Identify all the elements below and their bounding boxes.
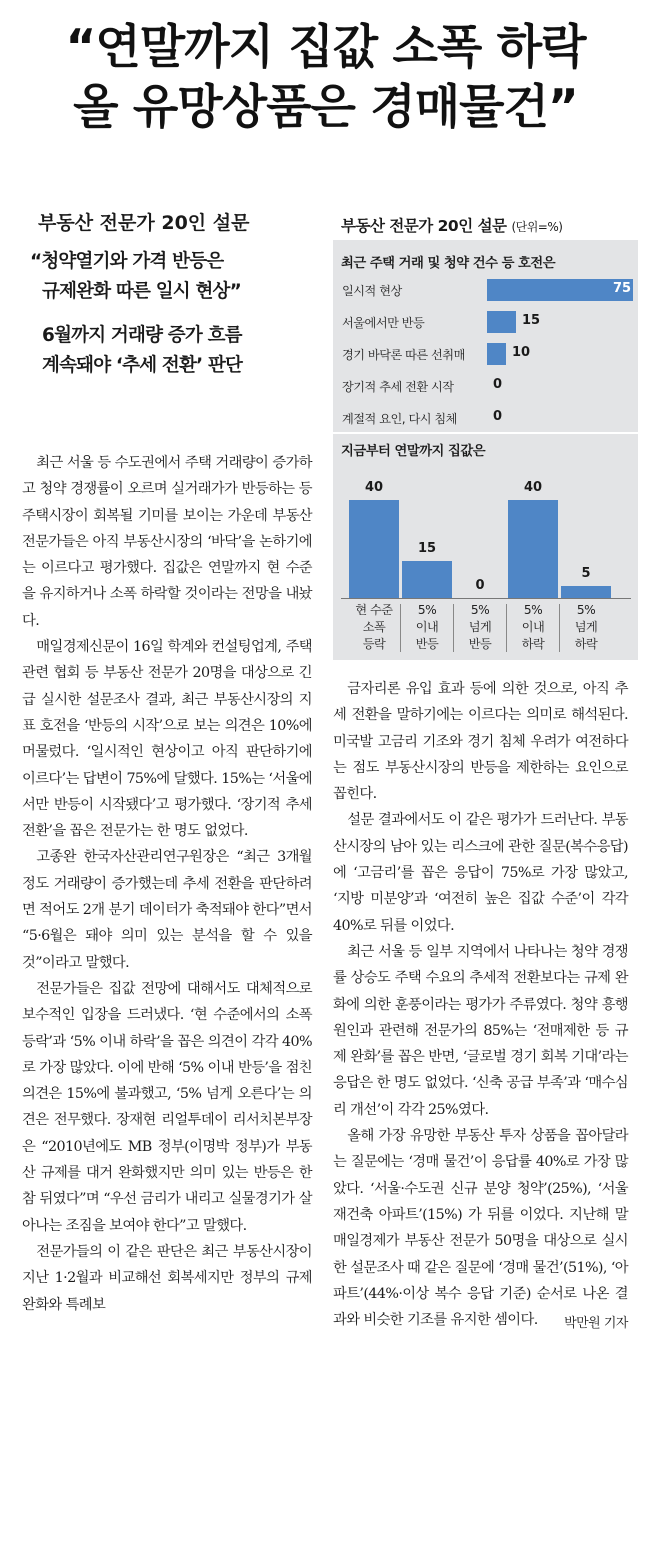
infographic-title: 부동산 전문가 20인 설문 (단위=%) xyxy=(341,217,563,235)
bar-value: 5 xyxy=(581,566,591,581)
byline: 박만원 기자 xyxy=(564,1316,628,1332)
category-label-line: 5% xyxy=(417,603,437,617)
bar-row xyxy=(333,308,638,336)
bar-label: 장기적 추세 전환 시작 xyxy=(342,380,454,394)
kicker: 부동산 전문가 20인 설문 xyxy=(38,212,250,234)
infographic xyxy=(333,212,638,660)
bar-label: 계절적 요인, 다시 침체 xyxy=(342,412,457,426)
paragraph: 최근 서울 등 수도권에서 주택 거래량이 증가하고 청약 경쟁률이 오르며 실거래가가 반등하는 등 주택시장이 회복될 기미를 보이는 가운데 부동산 전문가들은 아직 부동산시장의 ‘바닥’을 논하기에는 이르다고 평가했다. 집값은 연말까지 현 수준을 유지하거나 소폭 하락할 것이라는 전망을 내놨다. xyxy=(22,455,312,629)
bar-value: 0 xyxy=(493,409,503,424)
bar-value: 15 xyxy=(417,541,437,556)
headline-line-1: “연말까지 집값 소폭 하락 xyxy=(65,20,586,75)
category-label-line: 소폭 xyxy=(362,620,386,634)
category-label-line: 5% xyxy=(576,603,596,617)
category-label-line: 넘게 xyxy=(574,620,598,634)
paragraph: 금자리론 유입 효과 등에 의한 것으로, 아직 추세 전환을 말하기에는 이르다는 의미로 해석된다. 미국발 고금리 기조와 경기 침체 우려가 여전하다는 점도 부동산시장의 반등을 제한하는 요인으로 꼽힌다. xyxy=(333,681,628,803)
article-column-right xyxy=(333,676,628,1338)
bar-row xyxy=(333,404,638,432)
paragraph: 설문 결과에서도 이 같은 평가가 드러난다. 부동산시장의 남아 있는 리스크에 관한 질문(복수응답)에 ‘고금리’를 꼽은 응답이 75%로 가장 많았고, ‘지방 미분양’과 ‘여전히 높은 집값 수준’이 각각 40%로 뒤를 이었다. xyxy=(333,812,628,934)
chart-baseline xyxy=(341,598,631,599)
subhead-1 xyxy=(28,247,312,307)
bar-value: 40 xyxy=(364,480,384,495)
bar-value: 75 xyxy=(613,281,632,296)
paragraph: 전문가들의 이 같은 판단은 최근 부동산시장이 지난 1·2월과 비교해선 회복세지만 정부의 규제 완화와 특례보 xyxy=(22,1243,312,1313)
category-label-line: 하락 xyxy=(521,637,545,651)
section-divider xyxy=(333,432,638,434)
bar-value: 15 xyxy=(522,313,541,328)
bar-value: 0 xyxy=(493,377,503,392)
subhead-1-line-2: 규제완화 따른 일시 현상” xyxy=(42,281,241,302)
subhead-2-line-1: 6월까지 거래량 증가 흐름 xyxy=(42,325,242,346)
headline xyxy=(0,18,651,138)
bar-label: 서울에서만 반등 xyxy=(342,316,425,330)
category-label xyxy=(450,602,510,653)
category-label xyxy=(344,602,404,653)
bar-label: 경기 바닥론 따른 선취매 xyxy=(342,348,465,362)
paragraph: 최근 서울 등 일부 지역에서 나타나는 청약 경쟁률 상승도 주택 수요의 추세적 전환보다는 규제 완화에 의한 훈풍이라는 평가가 주류였다. 청약 흥행 원인과 관련해 전문가의 85%는 ‘전매제한 등 규제 완화’를 꼽은 반면, ‘글로벌 경기 회복 기대’라는 응답은 한 명도 없었다. ‘신축 공급 부족’과 ‘매수심리 개선’이 각각 25%였다. xyxy=(333,943,628,1118)
bar-value: 10 xyxy=(512,345,531,360)
category-label xyxy=(503,602,563,653)
bar xyxy=(487,279,633,301)
paragraph: 매일경제신문이 16일 학계와 컨설팅업계, 주택 관련 협회 등 부동산 전문가 20명을 대상으로 긴급 실시한 설문조사 결과, 최근 부동산시장의 지표 호전을 ‘반등의 시작’으로 보는 의견은 10%에 머물렀다. ‘일시적인 현상이고 아직 판단하기에 이르다’는 답변이 75%에 달했다. 15%는 ‘서울에서만 반등이 시작됐다’고 평가했다. ‘장기적 추세 전환’을 꼽은 전문가는 한 명도 없었다. xyxy=(22,639,312,840)
category-label-line: 등락 xyxy=(362,637,386,651)
bar xyxy=(349,500,399,598)
category-label-line: 반등 xyxy=(468,637,492,651)
subhead-block xyxy=(28,208,312,395)
category-label xyxy=(556,602,616,653)
bar-value: 0 xyxy=(475,578,485,593)
bar xyxy=(487,311,516,333)
category-label-line: 반등 xyxy=(415,637,439,651)
vertical-bar-chart xyxy=(333,466,638,660)
bar-row xyxy=(333,372,638,400)
paragraph: 전문가들은 집값 전망에 대해서도 대체적으로 보수적인 입장을 드러냈다. ‘현 수준에서의 소폭 등락’과 ‘5% 이내 하락’을 꼽은 의견이 각각 40%로 가장 많았다. 이에 반해 ‘5% 이내 반등’을 점친 의견은 15%에 불과했고, ‘5% 넘게 오른다’는 의견은 전무했다. 장재현 리얼투데이 리서치본부장은 “2010년에도 MB 정부(이명박 정부)가 부동산 규제를 대거 완화했지만 의미 있는 반등은 한참 뒤였다”며 “우선 금리가 내리고 실물경기가 살아나는 조짐을 보여야 한다”고 말했다. xyxy=(22,980,312,1234)
category-label-line: 5% xyxy=(470,603,490,617)
infographic-panel xyxy=(333,240,638,660)
bar-row xyxy=(333,340,638,368)
category-label-line: 하락 xyxy=(574,637,598,651)
bar xyxy=(402,561,452,598)
bar xyxy=(561,586,611,598)
article-column-left xyxy=(22,450,312,1318)
question-1-title: 최근 주택 거래 및 청약 건수 등 호전은 xyxy=(341,256,556,271)
category-label-line: 이내 xyxy=(415,620,439,634)
paragraph: 올해 가장 유망한 부동산 투자 상품을 꼽아달라는 질문에는 ‘경매 물건’이 응답률 40%로 가장 많았다. ‘서울·수도권 신규 분양 청약’(25%), ‘서울 재건축 아파트’(15%) 가 뒤를 이었다. 지난해 말 매일경제가 부동산 전문가 50명을 대상으로 실시한 설문조사 때 같은 질문에 ‘경매 물건’(51%), ‘아파트’(44%·이상 복수 응답 기준) 순서로 나온 결과와 비슷한 기조를 유지한 셈이다. xyxy=(333,1128,628,1329)
category-label-line: 이내 xyxy=(521,620,545,634)
unit-label: (단위=%) xyxy=(511,220,563,234)
category-label xyxy=(397,602,457,653)
headline-line-2: 올 유망상품은 경매물건” xyxy=(73,80,578,135)
paragraph: 고종완 한국자산관리연구원장은 “최근 3개월 정도 거래량이 증가했는데 추세 전환을 판단하려면 적어도 2개 분기 데이터가 축적돼야 한다”면서 “5·6월은 돼야 의미 있는 분석을 할 수 있을 것”이라고 말했다. xyxy=(22,849,312,971)
bar-value: 40 xyxy=(523,480,543,495)
bar-label: 일시적 현상 xyxy=(342,284,402,298)
bar-row xyxy=(333,276,638,304)
question-2-title: 지금부터 연말까지 집값은 xyxy=(341,444,486,459)
subhead-1-line-1: “청약열기와 가격 반등은 xyxy=(30,251,224,272)
subhead-2 xyxy=(28,321,312,381)
category-label-line: 현 수준 xyxy=(355,603,393,617)
bar xyxy=(508,500,558,598)
category-label-line: 넘게 xyxy=(468,620,492,634)
bar xyxy=(487,343,506,365)
subhead-2-line-2: 계속돼야 ‘추세 전환’ 판단 xyxy=(42,355,243,376)
category-label-line: 5% xyxy=(523,603,543,617)
